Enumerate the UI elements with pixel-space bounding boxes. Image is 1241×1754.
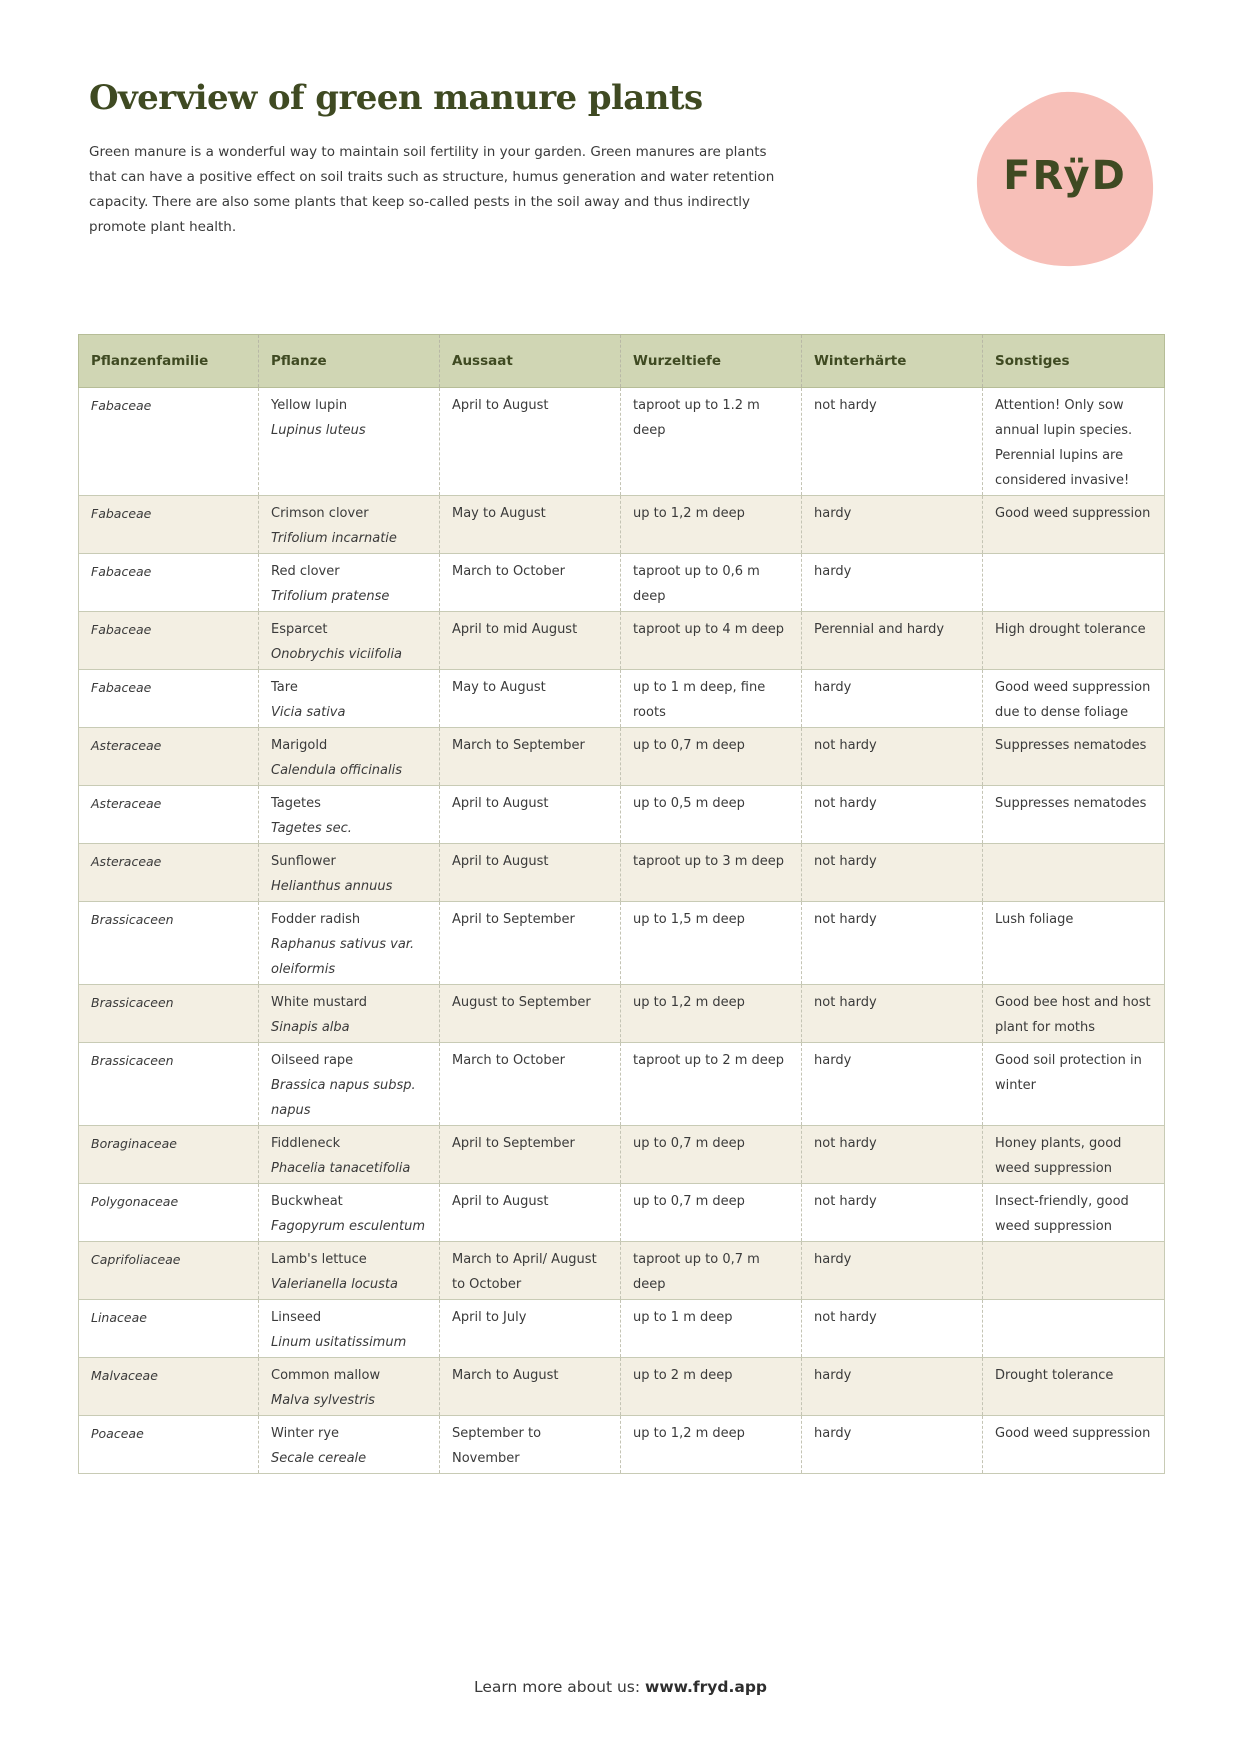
plant-latin-name: Vicia sativa <box>271 705 346 720</box>
cell-hardiness: hardy <box>802 554 983 612</box>
cell-hardiness: not hardy <box>802 844 983 902</box>
plant-name: Tagetes <box>271 796 321 811</box>
website-link[interactable]: www.fryd.app <box>645 1678 768 1696</box>
plant-name: Common mallow <box>271 1368 381 1383</box>
cell-plant <box>259 728 440 786</box>
table-row <box>79 1358 1165 1416</box>
cell-root-depth: up to 1,2 m deep <box>621 496 802 554</box>
header-notes: Sonstiges <box>983 335 1165 388</box>
cell-root-depth: taproot up to 1.2 m deep <box>621 388 802 496</box>
cell-sowing: April to mid August <box>440 612 621 670</box>
cell-plant <box>259 670 440 728</box>
cell-family: Malvaceae <box>79 1358 259 1416</box>
cell-plant <box>259 496 440 554</box>
cell-sowing: March to October <box>440 1043 621 1126</box>
cell-notes: Insect-friendly, good weed suppression <box>983 1184 1165 1242</box>
cell-plant <box>259 1126 440 1184</box>
plant-latin-name: Phacelia tanacetifolia <box>271 1161 411 1176</box>
cell-hardiness: not hardy <box>802 728 983 786</box>
table-row <box>79 554 1165 612</box>
cell-family: Brassicaceen <box>79 985 259 1043</box>
plant-name: Marigold <box>271 738 328 753</box>
plant-latin-name: Fagopyrum esculentum <box>271 1219 425 1234</box>
plant-name: Red clover <box>271 564 340 579</box>
cell-family: Fabaceae <box>79 612 259 670</box>
cell-notes: Suppresses nematodes <box>983 728 1165 786</box>
cell-root-depth: up to 2 m deep <box>621 1358 802 1416</box>
cell-family: Linaceae <box>79 1300 259 1358</box>
header-plant: Pflanze <box>259 335 440 388</box>
plant-name: White mustard <box>271 995 368 1010</box>
cell-family: Caprifoliaceae <box>79 1242 259 1300</box>
cell-plant <box>259 902 440 985</box>
cell-plant <box>259 612 440 670</box>
cell-root-depth: up to 1,5 m deep <box>621 902 802 985</box>
cell-family: Fabaceae <box>79 388 259 496</box>
cell-hardiness: hardy <box>802 1242 983 1300</box>
table-row <box>79 1416 1165 1474</box>
cell-family: Brassicaceen <box>79 1043 259 1126</box>
cell-root-depth: up to 1 m deep <box>621 1300 802 1358</box>
cell-plant <box>259 844 440 902</box>
cell-root-depth: up to 0,7 m deep <box>621 1126 802 1184</box>
cell-notes: Good weed suppression <box>983 496 1165 554</box>
plant-latin-name: Secale cereale <box>271 1451 367 1466</box>
cell-hardiness: not hardy <box>802 985 983 1043</box>
cell-sowing: April to September <box>440 1126 621 1184</box>
green-manure-table <box>78 334 1165 1474</box>
cell-sowing: April to August <box>440 844 621 902</box>
cell-notes <box>983 844 1165 902</box>
plant-latin-name: Raphanus sativus var. oleiformis <box>271 937 415 977</box>
footer-label: Learn more about us: <box>473 1678 641 1696</box>
plant-name: Esparcet <box>271 622 328 637</box>
cell-hardiness: not hardy <box>802 1300 983 1358</box>
plant-name: Tare <box>271 680 298 695</box>
footer <box>0 1678 1241 1696</box>
cell-sowing: May to August <box>440 496 621 554</box>
cell-hardiness: not hardy <box>802 1184 983 1242</box>
cell-sowing: March to August <box>440 1358 621 1416</box>
cell-notes: Attention! Only sow annual lupin species. Perennial lupins are considered invasive! <box>983 388 1165 496</box>
cell-sowing: March to October <box>440 554 621 612</box>
cell-family: Fabaceae <box>79 496 259 554</box>
plant-latin-name: Sinapis alba <box>271 1020 350 1035</box>
table-header-row <box>79 335 1165 388</box>
cell-notes <box>983 1300 1165 1358</box>
cell-notes <box>983 554 1165 612</box>
plant-name: Fodder radish <box>271 912 361 927</box>
cell-notes <box>983 1242 1165 1300</box>
cell-sowing: May to August <box>440 670 621 728</box>
table-row <box>79 1043 1165 1126</box>
table-row <box>79 786 1165 844</box>
cell-sowing: September to November <box>440 1416 621 1474</box>
cell-family: Asteraceae <box>79 786 259 844</box>
cell-sowing: March to September <box>440 728 621 786</box>
cell-sowing: April to August <box>440 786 621 844</box>
cell-plant <box>259 1242 440 1300</box>
cell-family: Brassicaceen <box>79 902 259 985</box>
plant-latin-name: Malva sylvestris <box>271 1393 375 1408</box>
cell-family: Polygonaceae <box>79 1184 259 1242</box>
cell-notes: Good bee host and host plant for moths <box>983 985 1165 1043</box>
plant-name: Lamb's lettuce <box>271 1252 367 1267</box>
cell-hardiness: Perennial and hardy <box>802 612 983 670</box>
plant-name: Yellow lupin <box>271 398 348 413</box>
cell-root-depth: taproot up to 0,7 m deep <box>621 1242 802 1300</box>
cell-hardiness: hardy <box>802 496 983 554</box>
cell-plant <box>259 1300 440 1358</box>
table-row <box>79 1184 1165 1242</box>
cell-plant <box>259 985 440 1043</box>
cell-notes: Good weed suppression <box>983 1416 1165 1474</box>
table-row <box>79 1242 1165 1300</box>
cell-hardiness: not hardy <box>802 388 983 496</box>
table-row <box>79 612 1165 670</box>
cell-plant <box>259 1043 440 1126</box>
cell-hardiness: not hardy <box>802 902 983 985</box>
header-plant-family: Pflanzenfamilie <box>79 335 259 388</box>
cell-root-depth: up to 1 m deep, fine roots <box>621 670 802 728</box>
cell-notes: Good weed suppression due to dense foliage <box>983 670 1165 728</box>
cell-family: Fabaceae <box>79 670 259 728</box>
table-row <box>79 728 1165 786</box>
cell-plant <box>259 554 440 612</box>
plant-name: Oilseed rape <box>271 1053 354 1068</box>
cell-sowing: April to September <box>440 902 621 985</box>
plant-latin-name: Valerianella locusta <box>271 1277 398 1292</box>
cell-notes: Lush foliage <box>983 902 1165 985</box>
cell-sowing: March to April/ August to October <box>440 1242 621 1300</box>
cell-plant <box>259 1358 440 1416</box>
plant-latin-name: Trifolium pratense <box>271 589 390 604</box>
plant-latin-name: Linum usitatissimum <box>271 1335 407 1350</box>
cell-sowing: April to August <box>440 1184 621 1242</box>
cell-plant <box>259 388 440 496</box>
header-root-depth: Wurzeltiefe <box>621 335 802 388</box>
plant-name: Winter rye <box>271 1426 340 1441</box>
plant-name: Crimson clover <box>271 506 369 521</box>
fryd-logo <box>973 88 1157 268</box>
plant-name: Buckwheat <box>271 1194 343 1209</box>
cell-root-depth: up to 0,7 m deep <box>621 728 802 786</box>
intro-paragraph: Green manure is a wonderful way to maintain soil fertility in your garden. Green manures are plants that can have a positive effect on soil traits such as structure, humus generation and water retention capacity. There are also some plants that keep so-called pests in the soil away and thus indirectly promote plant health. <box>89 144 775 235</box>
table-row <box>79 388 1165 496</box>
cell-root-depth: up to 1,2 m deep <box>621 985 802 1043</box>
cell-root-depth: up to 0,5 m deep <box>621 786 802 844</box>
plant-latin-name: Brassica napus subsp. napus <box>271 1078 416 1118</box>
plant-name: Sunflower <box>271 854 336 869</box>
table-row <box>79 1126 1165 1184</box>
cell-notes: Good soil protection in winter <box>983 1043 1165 1126</box>
cell-hardiness: hardy <box>802 1416 983 1474</box>
cell-root-depth: taproot up to 2 m deep <box>621 1043 802 1126</box>
cell-notes: High drought tolerance <box>983 612 1165 670</box>
cell-hardiness: hardy <box>802 1358 983 1416</box>
cell-family: Asteraceae <box>79 844 259 902</box>
plant-latin-name: Trifolium incarnatie <box>271 531 397 546</box>
cell-family: Fabaceae <box>79 554 259 612</box>
cell-notes: Honey plants, good weed suppression <box>983 1126 1165 1184</box>
page-title: Overview of green manure plants <box>89 78 703 118</box>
plant-name: Fiddleneck <box>271 1136 341 1151</box>
table-row <box>79 1300 1165 1358</box>
plant-latin-name: Onobrychis viciifolia <box>271 647 403 662</box>
cell-family: Boraginaceae <box>79 1126 259 1184</box>
cell-hardiness: hardy <box>802 670 983 728</box>
cell-sowing: August to September <box>440 985 621 1043</box>
table-row <box>79 496 1165 554</box>
plant-latin-name: Lupinus luteus <box>271 423 366 438</box>
header-sowing: Aussaat <box>440 335 621 388</box>
cell-root-depth: taproot up to 0,6 m deep <box>621 554 802 612</box>
cell-sowing: April to July <box>440 1300 621 1358</box>
table-row <box>79 902 1165 985</box>
cell-plant <box>259 1416 440 1474</box>
cell-root-depth: taproot up to 3 m deep <box>621 844 802 902</box>
cell-notes: Suppresses nematodes <box>983 786 1165 844</box>
header-winter-hardiness: Winterhärte <box>802 335 983 388</box>
table-row <box>79 844 1165 902</box>
cell-family: Asteraceae <box>79 728 259 786</box>
cell-sowing: April to August <box>440 388 621 496</box>
plant-latin-name: Calendula officinalis <box>271 763 403 778</box>
cell-root-depth: up to 0,7 m deep <box>621 1184 802 1242</box>
cell-family: Poaceae <box>79 1416 259 1474</box>
cell-plant <box>259 1184 440 1242</box>
table-row <box>79 670 1165 728</box>
plant-name: Linseed <box>271 1310 322 1325</box>
cell-notes: Drought tolerance <box>983 1358 1165 1416</box>
table-row <box>79 985 1165 1043</box>
cell-root-depth: up to 1,2 m deep <box>621 1416 802 1474</box>
logo-wordmark: FRÿD <box>1003 153 1127 199</box>
cell-root-depth: taproot up to 4 m deep <box>621 612 802 670</box>
cell-hardiness: not hardy <box>802 786 983 844</box>
cell-hardiness: not hardy <box>802 1126 983 1184</box>
plant-latin-name: Tagetes sec. <box>271 821 352 836</box>
cell-hardiness: hardy <box>802 1043 983 1126</box>
plant-latin-name: Helianthus annuus <box>271 879 393 894</box>
cell-plant <box>259 786 440 844</box>
